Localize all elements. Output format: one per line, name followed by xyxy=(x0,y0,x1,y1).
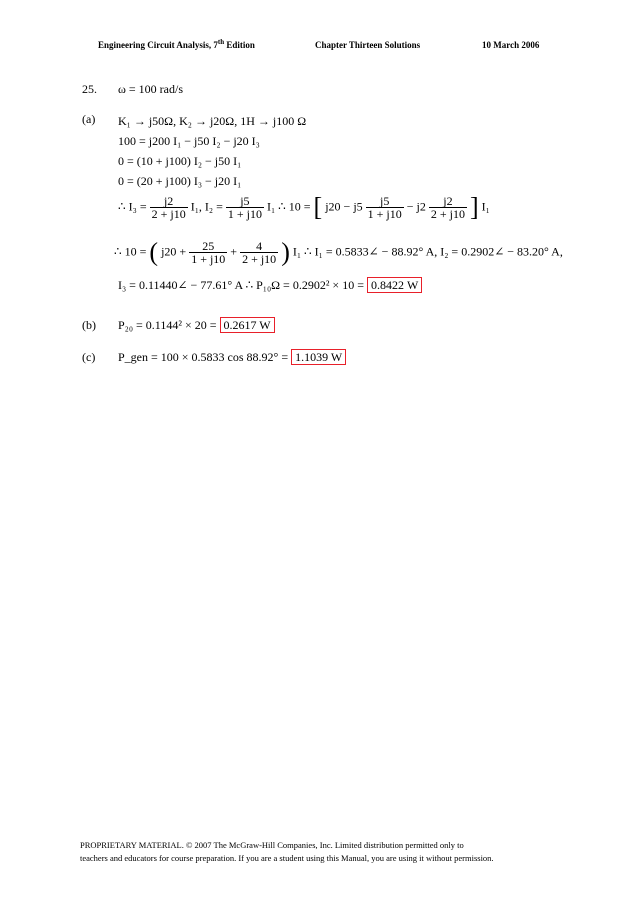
fraction-d: $\frac{j2}{2 + j10}$ xyxy=(430,194,465,221)
problem-number: 25. xyxy=(82,82,97,96)
header-book-title: Engineering Circuit Analysis, 7th Edition xyxy=(98,38,255,50)
part-a-line1: K₁ → j50Ω, K₂ → j20Ω, 1H → j100 Ω xyxy=(118,114,307,128)
part-a-label: (a) xyxy=(82,112,96,126)
fraction-c: $\frac{j5}{1 + j10}$ xyxy=(367,194,402,221)
part-b-expr: P₂₀ = 0.1144² × 20 = xyxy=(118,318,217,332)
line6-plus: + xyxy=(230,244,238,259)
line5-end: I₁ xyxy=(481,199,490,214)
part-c-label: (c) xyxy=(82,350,96,364)
line6-end: I₁ ∴ I₁ = 0.5833∠ − 88.92° A, I₂ = 0.2902∠ − 83.20° A, xyxy=(292,244,563,259)
header-date: 10 March 2006 xyxy=(482,40,540,50)
part-a-line3: 0 = (10 + j100) I₂ − j50 I₁ xyxy=(118,154,242,168)
part-a-line4: 0 = (20 + j100) I₃ − j20 I₁ xyxy=(118,174,242,188)
line7-expr: I₃ = 0.11440∠ − 77.61° A ∴ P₁₀Ω = 0.2902² × 10 = xyxy=(118,278,364,292)
part-b-label: (b) xyxy=(82,318,96,332)
left-bracket: [ xyxy=(313,192,323,222)
line6-b1: j20 + xyxy=(161,244,187,259)
line6-start: ∴ 10 = xyxy=(114,244,147,259)
left-paren: ( xyxy=(149,237,159,267)
part-a-line7 xyxy=(118,278,422,293)
right-paren: ) xyxy=(281,237,290,267)
answer-box-c: 1.1039 W xyxy=(291,349,346,365)
right-bracket: ] xyxy=(469,192,479,222)
part-a-line2: 100 = j200 I₁ − j50 I₂ − j20 I₃ xyxy=(118,134,260,148)
footer-line2: teachers and educators for course preparation. If you are a student using this Manual, you are using it without permission. xyxy=(80,853,494,863)
fraction-f: $\frac{4}{2 + j10}$ xyxy=(242,239,277,266)
part-c-line xyxy=(118,350,346,365)
fraction-b: $\frac{j5}{1 + j10}$ xyxy=(227,194,262,221)
part-b-line xyxy=(118,318,275,333)
omega-line: ω = 100 rad/s xyxy=(118,82,183,96)
header-chapter: Chapter Thirteen Solutions xyxy=(315,40,421,50)
fraction-a: $\frac{j2}{2 + j10}$ xyxy=(151,194,186,221)
footer-line1: PROPRIETARY MATERIAL. © 2007 The McGraw-Hill Companies, Inc. Limited distribution permitted only to xyxy=(80,840,464,850)
fraction-e: $\frac{25}{1 + j10}$ xyxy=(191,239,226,266)
line5-mid: I₁, I₂ = xyxy=(190,199,223,214)
line5-b1: j20 − j5 xyxy=(325,199,363,214)
part-c-expr: P_gen = 100 × 0.5833 cos 88.92° = xyxy=(118,350,289,364)
line5-i3: ∴ I₃ = xyxy=(118,199,147,214)
answer-box-a: 0.8422 W xyxy=(367,277,422,293)
line5-b2: − j2 xyxy=(406,199,426,214)
part-a-line6 xyxy=(114,237,563,267)
answer-box-b: 0.2617 W xyxy=(220,317,275,333)
line5-mid2: I₁ ∴ 10 = xyxy=(266,199,311,214)
part-a-line5 xyxy=(118,192,490,222)
